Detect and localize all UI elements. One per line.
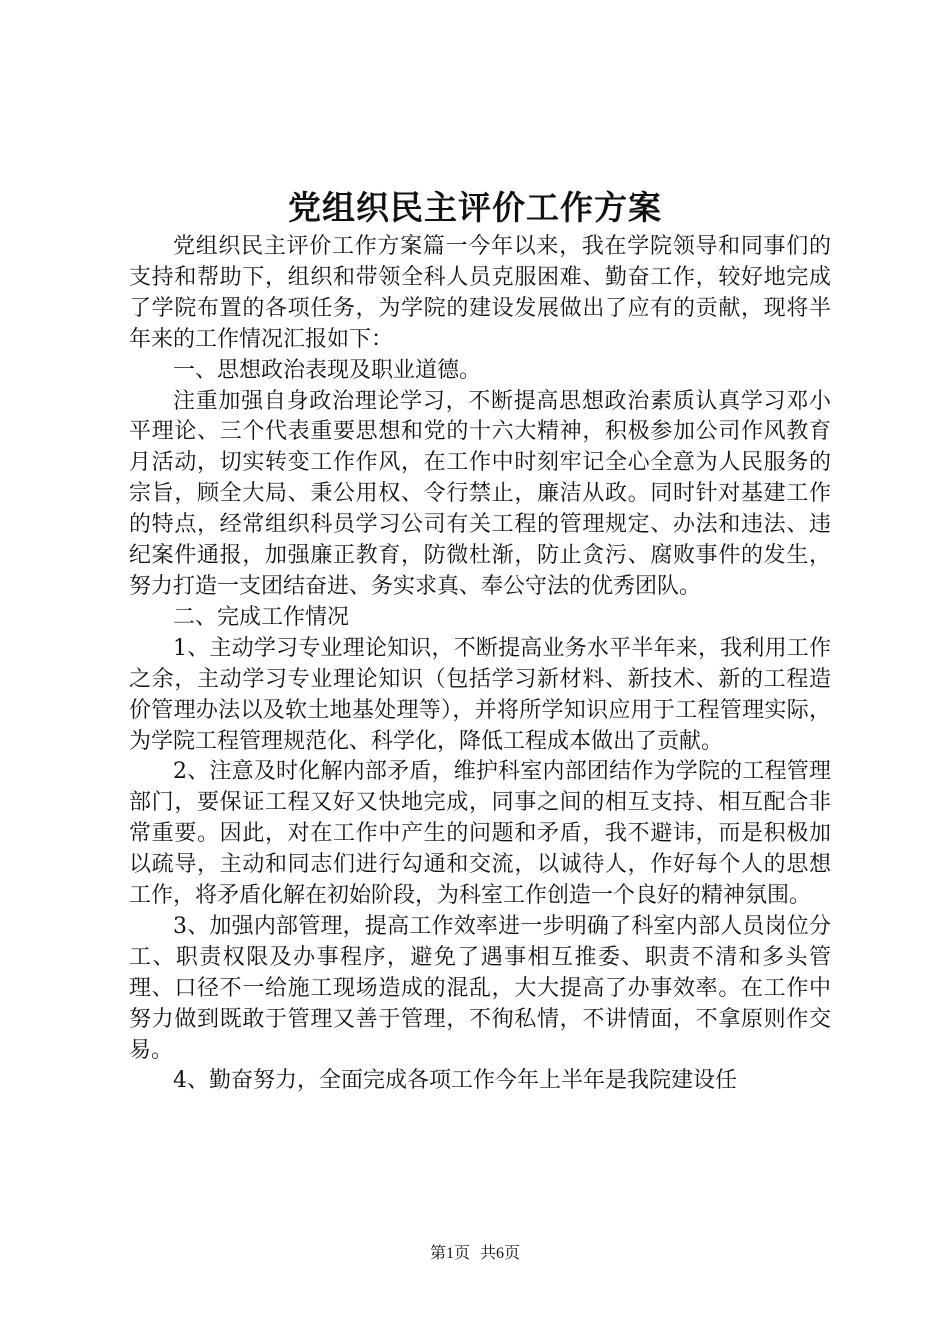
paragraph-item-4: 4、勤奋努力，全面完成各项工作今年上半年是我院建设任 (173, 1068, 737, 1094)
paragraph-item-2: 2、注意及时化解内部矛盾，维护科室内部团结作为学院的工程管理部门，要保证工程又好又快地完成，同事之间的相互支持、相互配合非常重要。因此，对在工作中产生的问题和矛盾，我不避讳，而是积极加以疏导，主动和同志们进行勾通和交流，以诚待人，作好每个人的思想工作，将矛盾化解在初始阶段，为科室工作创造一个良好的精神氛围。 (129, 759, 831, 909)
document-body (129, 232, 831, 1097)
section-heading-2: 二、完成工作情况 (173, 604, 350, 630)
document-title: 党组织民主评价工作方案 (288, 188, 662, 227)
page-number: 第1页 (429, 1245, 470, 1262)
page-total: 共6页 (480, 1245, 521, 1262)
page-footer (0, 1244, 950, 1264)
paragraph-political: 注重加强自身政治理论学习，不断提高思想政治素质认真学习邓小平理论、三个代表重要思想和党的十六大精神，积极参加公司作风教育月活动，切实转变工作作风，在工作中时刻牢记全心全意为人民服务的宗旨，顾全大局、秉公用权、令行禁止，廉洁从政。同时针对基建工作的特点，经常组织科员学习公司有关工程的管理规定、办法和违法、违纪案件通报，加强廉正教育，防微杜渐，防止贪污、腐败事件的发生，努力打造一支团结奋进、务实求真、奉公守法的优秀团队。 (129, 388, 831, 599)
paragraph-item-3: 3、加强内部管理，提高工作效率进一步明确了科室内部人员岗位分工、职责权限及办事程序，避免了遇事相互推委、职责不清和多头管理、口径不一给施工现场造成的混乱，大大提高了办事效率。在工作中努力做到既敢于管理又善于管理，不徇私情，不讲情面，不拿原则作交易。 (129, 913, 831, 1063)
paragraph-intro: 党组织民主评价工作方案篇一今年以来，我在学院领导和同事们的支持和帮助下，组织和带领全科人员克服困难、勤奋工作，较好地完成了学院布置的各项任务，为学院的建设发展做出了应有的贡献，现将半年来的工作情况汇报如下： (129, 234, 831, 352)
paragraph-item-1: 1、主动学习专业理论知识，不断提高业务水平半年来，我利用工作之余，主动学习专业理论知识（包括学习新材料、新技术、新的工程造价管理办法以及软土地基处理等），并将所学知识应用于工程管理实际，为学院工程管理规范化、科学化，降低工程成本做出了贡献。 (129, 635, 831, 754)
section-heading-1: 一、思想政治表现及职业道德。 (173, 357, 482, 383)
